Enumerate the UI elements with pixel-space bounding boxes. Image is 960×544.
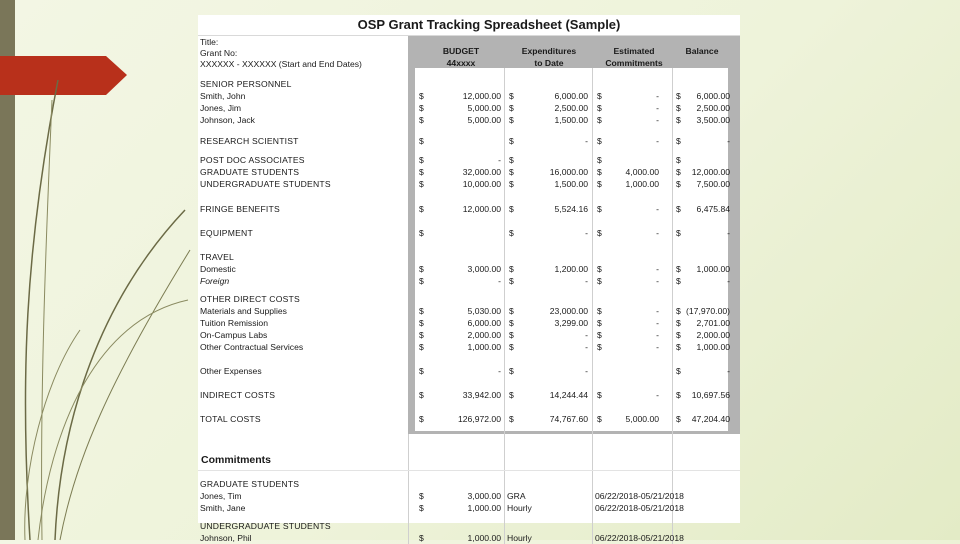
table-row: INDIRECT COSTS $ 33,942.00 $ 14,244.44 $ - $ 10,697.56	[200, 390, 730, 400]
decorative-curves	[0, 0, 200, 540]
section-commit-grad: GRADUATE STUDENTS	[200, 479, 300, 489]
section-other-direct: OTHER DIRECT COSTS	[200, 294, 300, 304]
section-travel: TRAVEL	[200, 252, 234, 262]
commitments-heading: Commitments	[201, 454, 272, 466]
table-row: Jones, Jim $ 5,000.00 $ 2,500.00 $ - $ 2,500.00	[200, 103, 730, 113]
table-row: FRINGE BENEFITS $ 12,000.00 $ 5,524.16 $ - $ 6,475.84	[200, 204, 730, 214]
table-row: Jones, Tim $ 3,000.00 GRA 06/22/2018-05/21/2018	[200, 491, 684, 501]
table-row: UNDERGRADUATE STUDENTS $ 10,000.00 $ 1,500.00 $ 1,000.00 $ 7,500.00	[200, 179, 730, 189]
info-title-label: Title:	[200, 37, 219, 47]
spreadsheet	[198, 15, 740, 543]
section-senior-personnel: SENIOR PERSONNEL	[200, 79, 292, 89]
table-row: Johnson, Jack $ 5,000.00 $ 1,500.00 $ - $ 3,500.00	[200, 115, 730, 125]
table-row: Materials and Supplies $ 5,030.00 $ 23,000.00 $ - $ (17,970.00)	[200, 306, 730, 316]
col-expenditures-header: Expenditures to Date	[521, 46, 577, 68]
table-row: Smith, Jane $ 1,000.00 Hourly 06/22/2018-05/21/2018	[200, 503, 684, 513]
section-commit-undergrad: UNDERGRADUATE STUDENTS	[200, 521, 331, 531]
table-row: Foreign $ - $ - $ - $ -	[200, 276, 730, 286]
table-row: Johnson, Phil $ 1,000.00 Hourly 06/22/2018-05/21/2018	[200, 533, 684, 543]
table-row: Other Expenses $ - $ - $ -	[200, 366, 730, 376]
table-row: Other Contractual Services $ 1,000.00 $ - $ - $ 1,000.00	[200, 342, 730, 352]
col-balance-header: Balance	[685, 46, 719, 56]
col-budget-header: BUDGET 44xxxx	[442, 46, 480, 68]
table-row: Tuition Remission $ 6,000.00 $ 3,299.00 $ - $ 2,701.00	[200, 318, 730, 328]
sheet-title: OSP Grant Tracking Spreadsheet (Sample)	[198, 15, 740, 36]
table-row: Domestic $ 3,000.00 $ 1,200.00 $ - $ 1,000.00	[200, 264, 730, 274]
table-row: POST DOC ASSOCIATES $ - $ $ $	[200, 155, 681, 165]
info-dates: XXXXXX - XXXXXX (Start and End Dates)	[200, 59, 362, 69]
table-row: RESEARCH SCIENTIST $ $ - $ - $ -	[200, 136, 730, 146]
info-grant-label: Grant No:	[200, 48, 238, 58]
table-row-total: TOTAL COSTS $ 126,972.00 $ 74,767.60 $ 5,000.00 $ 47,204.40	[200, 414, 730, 424]
table-row: GRADUATE STUDENTS $ 32,000.00 $ 16,000.00 $ 4,000.00 $ 12,000.00	[200, 167, 730, 177]
col-estimated-header: Estimated Commitments	[605, 46, 663, 68]
table-row: EQUIPMENT $ $ - $ - $ -	[200, 228, 730, 238]
table-row: Smith, John $ 12,000.00 $ 6,000.00 $ - $ 6,000.00	[200, 91, 730, 101]
table-row: On-Campus Labs $ 2,000.00 $ - $ - $ 2,000.00	[200, 330, 730, 340]
